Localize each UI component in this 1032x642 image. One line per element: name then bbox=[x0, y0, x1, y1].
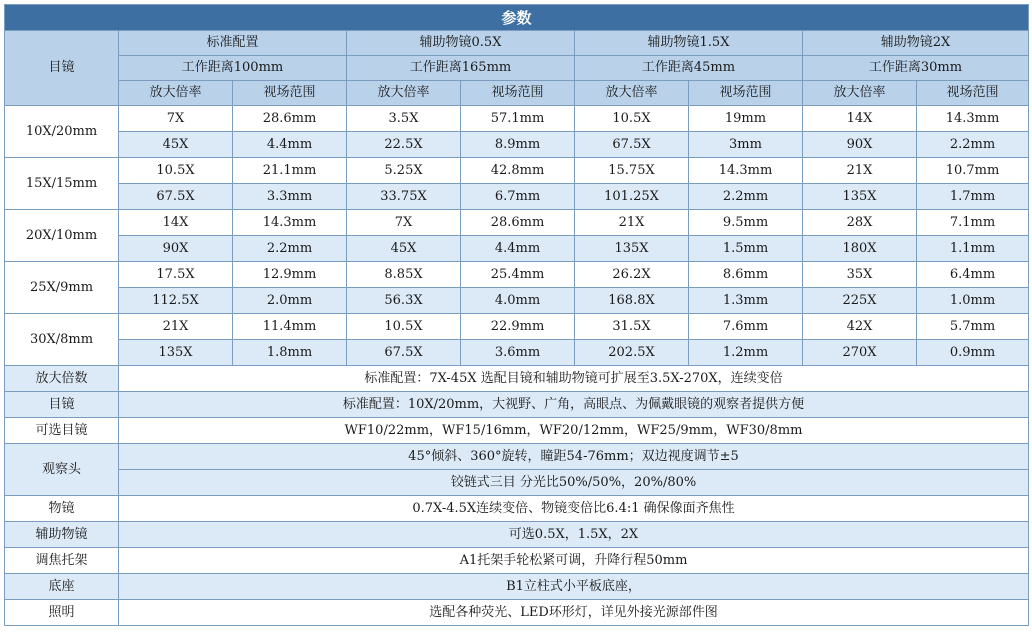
magnification-cell: 45X bbox=[347, 236, 461, 262]
magnification-cell: 14X bbox=[119, 210, 233, 236]
field-of-view-cell: 21.1mm bbox=[233, 158, 347, 184]
spec-value-eyepiece: 标准配置：10X/20mm，大视野、广角，高眼点、为佩戴眼镜的观察者提供方便 bbox=[119, 392, 1029, 418]
working-distance-aux-2x: 工作距离30mm bbox=[803, 56, 1029, 81]
config-name-standard: 标准配置 bbox=[119, 31, 347, 56]
field-of-view-cell: 4.4mm bbox=[233, 132, 347, 158]
field-of-view-header: 视场范围 bbox=[917, 81, 1029, 106]
magnification-cell: 202.5X bbox=[575, 340, 689, 366]
field-of-view-header: 视场范围 bbox=[233, 81, 347, 106]
config-name-aux-0-5x: 辅助物镜0.5X bbox=[347, 31, 575, 56]
magnification-cell: 67.5X bbox=[119, 184, 233, 210]
spec-label-optional-eyepiece: 可选目镜 bbox=[5, 418, 119, 444]
spec-label-magnification: 放大倍数 bbox=[5, 366, 119, 392]
spec-value-base: B1立柱式小平板底座， bbox=[119, 574, 1029, 600]
field-of-view-cell: 2.0mm bbox=[233, 288, 347, 314]
magnification-cell: 10.5X bbox=[575, 106, 689, 132]
magnification-cell: 225X bbox=[803, 288, 917, 314]
magnification-cell: 10.5X bbox=[119, 158, 233, 184]
magnification-cell: 10.5X bbox=[347, 314, 461, 340]
magnification-header: 放大倍率 bbox=[347, 81, 461, 106]
magnification-cell: 33.75X bbox=[347, 184, 461, 210]
field-of-view-cell: 22.9mm bbox=[461, 314, 575, 340]
field-of-view-cell: 14.3mm bbox=[917, 106, 1029, 132]
magnification-cell: 135X bbox=[575, 236, 689, 262]
magnification-cell: 180X bbox=[803, 236, 917, 262]
magnification-cell: 45X bbox=[119, 132, 233, 158]
magnification-cell: 67.5X bbox=[575, 132, 689, 158]
magnification-header: 放大倍率 bbox=[575, 81, 689, 106]
magnification-cell: 26.2X bbox=[575, 262, 689, 288]
spec-label-illumination: 照明 bbox=[5, 600, 119, 626]
config-name-aux-1-5x: 辅助物镜1.5X bbox=[575, 31, 803, 56]
spec-value-focus-stand: A1托架手轮松紧可调，升降行程50mm bbox=[119, 548, 1029, 574]
field-of-view-cell: 57.1mm bbox=[461, 106, 575, 132]
spec-value-optional-eyepiece: WF10/22mm，WF15/16mm，WF20/12mm，WF25/9mm，WF30/8mm bbox=[119, 418, 1029, 444]
field-of-view-cell: 7.6mm bbox=[689, 314, 803, 340]
magnification-cell: 31.5X bbox=[575, 314, 689, 340]
field-of-view-cell: 42.8mm bbox=[461, 158, 575, 184]
field-of-view-cell: 1.3mm bbox=[689, 288, 803, 314]
spec-label-objective: 物镜 bbox=[5, 496, 119, 522]
field-of-view-cell: 1.7mm bbox=[917, 184, 1029, 210]
magnification-cell: 168.8X bbox=[575, 288, 689, 314]
spec-value-illumination: 选配各种荧光、LED环形灯，详见外接光源部件图 bbox=[119, 600, 1029, 626]
spec-label-aux-objective: 辅助物镜 bbox=[5, 522, 119, 548]
magnification-cell: 270X bbox=[803, 340, 917, 366]
field-of-view-cell: 1.8mm bbox=[233, 340, 347, 366]
magnification-cell: 21X bbox=[575, 210, 689, 236]
magnification-data bbox=[5, 106, 1029, 366]
working-distance-aux-0-5x: 工作距离165mm bbox=[347, 56, 575, 81]
field-of-view-cell: 4.0mm bbox=[461, 288, 575, 314]
magnification-cell: 90X bbox=[803, 132, 917, 158]
field-of-view-cell: 4.4mm bbox=[461, 236, 575, 262]
field-of-view-cell: 28.6mm bbox=[461, 210, 575, 236]
field-of-view-cell: 28.6mm bbox=[233, 106, 347, 132]
spec-label-head: 观察头 bbox=[5, 444, 119, 496]
eyepiece-cell: 10X/20mm bbox=[5, 106, 119, 158]
table-row bbox=[5, 106, 1029, 132]
field-of-view-cell: 3.3mm bbox=[233, 184, 347, 210]
magnification-cell: 22.5X bbox=[347, 132, 461, 158]
magnification-cell: 67.5X bbox=[347, 340, 461, 366]
table-title: 参数 bbox=[5, 5, 1029, 31]
config-name-aux-2x: 辅助物镜2X bbox=[803, 31, 1029, 56]
magnification-cell: 42X bbox=[803, 314, 917, 340]
magnification-cell: 7X bbox=[119, 106, 233, 132]
magnification-cell: 28X bbox=[803, 210, 917, 236]
field-of-view-cell: 2.2mm bbox=[917, 132, 1029, 158]
magnification-cell: 5.25X bbox=[347, 158, 461, 184]
spec-value-magnification: 标准配置：7X-45X 选配目镜和辅助物镜可扩展至3.5X-270X，连续变倍 bbox=[119, 366, 1029, 392]
table-row bbox=[5, 132, 1029, 158]
field-of-view-cell: 0.9mm bbox=[917, 340, 1029, 366]
magnification-cell: 15.75X bbox=[575, 158, 689, 184]
magnification-header: 放大倍率 bbox=[119, 81, 233, 106]
spec-value-head-2: 铰链式三目 分光比50%/50%，20%/80% bbox=[119, 470, 1029, 496]
eyepiece-cell: 30X/8mm bbox=[5, 314, 119, 366]
magnification-cell: 3.5X bbox=[347, 106, 461, 132]
field-of-view-header: 视场范围 bbox=[689, 81, 803, 106]
magnification-cell: 35X bbox=[803, 262, 917, 288]
table-row bbox=[5, 158, 1029, 184]
field-of-view-cell: 19mm bbox=[689, 106, 803, 132]
field-of-view-cell: 5.7mm bbox=[917, 314, 1029, 340]
magnification-header: 放大倍率 bbox=[803, 81, 917, 106]
magnification-cell: 56.3X bbox=[347, 288, 461, 314]
eyepiece-header: 目镜 bbox=[5, 31, 119, 106]
eyepiece-cell: 15X/15mm bbox=[5, 158, 119, 210]
table-row bbox=[5, 340, 1029, 366]
spec-table bbox=[4, 4, 1029, 626]
magnification-cell: 21X bbox=[119, 314, 233, 340]
spec-value-head-1: 45°倾斜、360°旋转，瞳距54-76mm；双边视度调节±5 bbox=[119, 444, 1029, 470]
magnification-cell: 101.25X bbox=[575, 184, 689, 210]
magnification-cell: 90X bbox=[119, 236, 233, 262]
field-of-view-cell: 14.3mm bbox=[233, 210, 347, 236]
eyepiece-cell: 20X/10mm bbox=[5, 210, 119, 262]
spec-label-base: 底座 bbox=[5, 574, 119, 600]
spec-label-focus-stand: 调焦托架 bbox=[5, 548, 119, 574]
magnification-cell: 21X bbox=[803, 158, 917, 184]
magnification-cell: 8.85X bbox=[347, 262, 461, 288]
table-row bbox=[5, 288, 1029, 314]
field-of-view-cell: 1.5mm bbox=[689, 236, 803, 262]
table-row bbox=[5, 236, 1029, 262]
eyepiece-cell: 25X/9mm bbox=[5, 262, 119, 314]
field-of-view-cell: 12.9mm bbox=[233, 262, 347, 288]
field-of-view-cell: 9.5mm bbox=[689, 210, 803, 236]
table-row bbox=[5, 262, 1029, 288]
field-of-view-cell: 8.6mm bbox=[689, 262, 803, 288]
field-of-view-cell: 14.3mm bbox=[689, 158, 803, 184]
field-of-view-cell: 11.4mm bbox=[233, 314, 347, 340]
field-of-view-cell: 6.4mm bbox=[917, 262, 1029, 288]
field-of-view-cell: 1.1mm bbox=[917, 236, 1029, 262]
table-row bbox=[5, 314, 1029, 340]
spec-label-eyepiece: 目镜 bbox=[5, 392, 119, 418]
table-row bbox=[5, 184, 1029, 210]
field-of-view-header: 视场范围 bbox=[461, 81, 575, 106]
magnification-cell: 7X bbox=[347, 210, 461, 236]
working-distance-aux-1-5x: 工作距离45mm bbox=[575, 56, 803, 81]
field-of-view-cell: 6.7mm bbox=[461, 184, 575, 210]
magnification-cell: 17.5X bbox=[119, 262, 233, 288]
field-of-view-cell: 2.2mm bbox=[689, 184, 803, 210]
spec-value-objective: 0.7X-4.5X连续变倍、物镜变倍比6.4:1 确保像面齐焦性 bbox=[119, 496, 1029, 522]
spec-value-aux-objective: 可选0.5X，1.5X，2X bbox=[119, 522, 1029, 548]
field-of-view-cell: 1.2mm bbox=[689, 340, 803, 366]
field-of-view-cell: 3.6mm bbox=[461, 340, 575, 366]
working-distance-standard: 工作距离100mm bbox=[119, 56, 347, 81]
table-row bbox=[5, 210, 1029, 236]
magnification-cell: 112.5X bbox=[119, 288, 233, 314]
field-of-view-cell: 2.2mm bbox=[233, 236, 347, 262]
field-of-view-cell: 3mm bbox=[689, 132, 803, 158]
field-of-view-cell: 25.4mm bbox=[461, 262, 575, 288]
field-of-view-cell: 7.1mm bbox=[917, 210, 1029, 236]
magnification-cell: 135X bbox=[803, 184, 917, 210]
field-of-view-cell: 8.9mm bbox=[461, 132, 575, 158]
field-of-view-cell: 10.7mm bbox=[917, 158, 1029, 184]
magnification-cell: 135X bbox=[119, 340, 233, 366]
field-of-view-cell: 1.0mm bbox=[917, 288, 1029, 314]
magnification-cell: 14X bbox=[803, 106, 917, 132]
